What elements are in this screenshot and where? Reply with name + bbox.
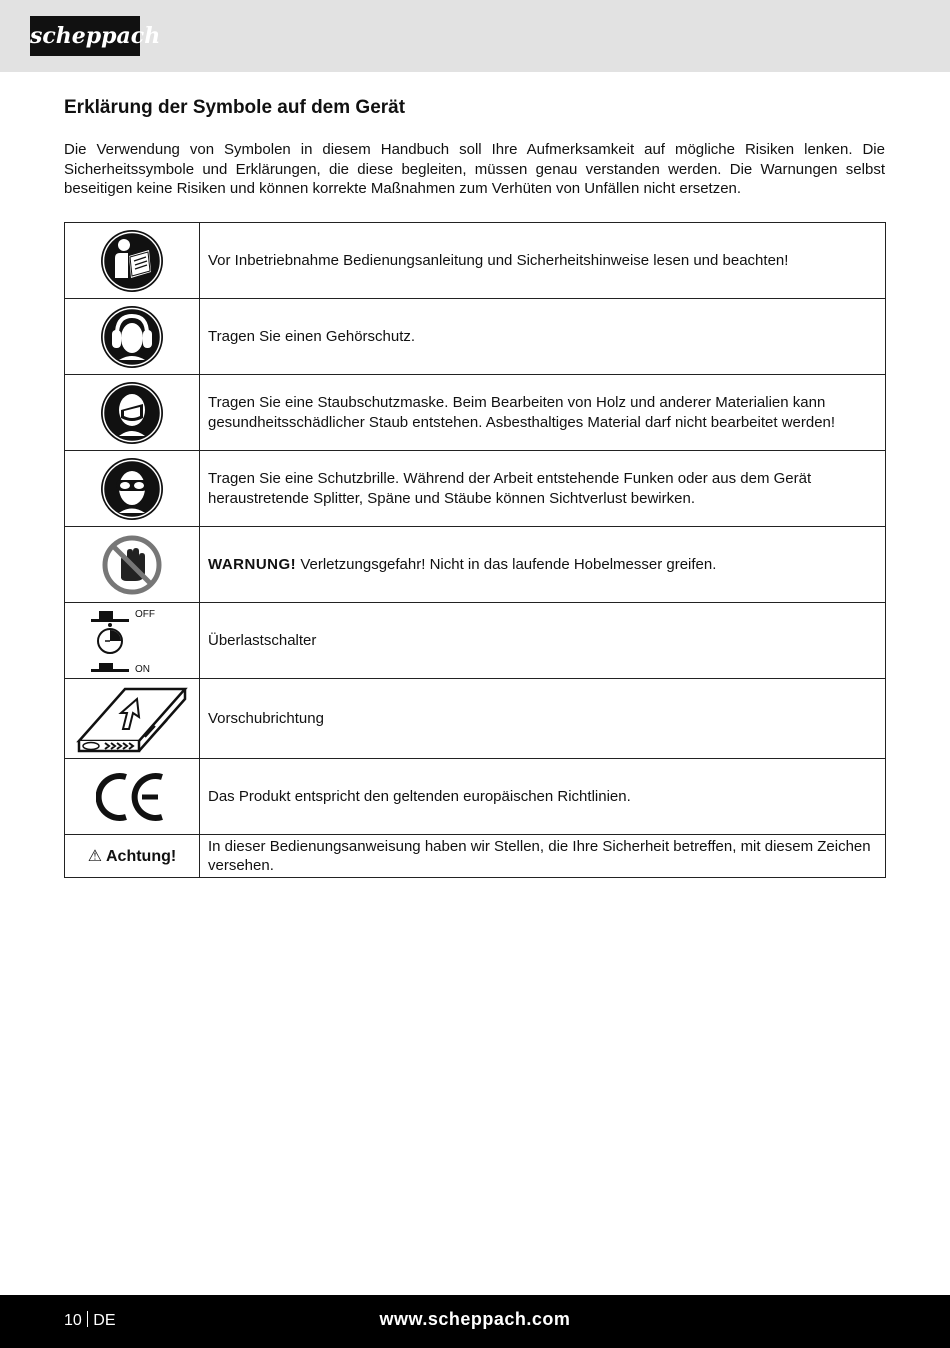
ce-mark-icon <box>96 771 168 823</box>
dust-mask-icon <box>99 380 165 446</box>
icon-cell <box>65 299 200 375</box>
on-label: ON <box>135 663 150 675</box>
icon-cell <box>65 375 200 451</box>
warning-triangle-icon: ⚠ Achtung! <box>87 848 177 865</box>
read-manual-icon <box>99 228 165 294</box>
no-hands-icon <box>101 534 163 596</box>
warning-label: WARNUNG! <box>208 555 297 573</box>
table-row <box>65 223 886 299</box>
description-cell: Tragen Sie eine Staubschutzmaske. Beim Bearbeiten von Holz und anderer Materialien kann gesundheitsschädlicher Staub entstehen. Asbesthaltiges Material darf nicht bearbeitet werden! <box>200 375 886 451</box>
table-row <box>65 299 886 375</box>
description-cell: Tragen Sie einen Gehörschutz. <box>200 299 886 375</box>
icon-cell <box>65 835 200 878</box>
description-cell: Das Produkt entspricht den geltenden europäischen Richtlinien. <box>200 759 886 835</box>
safety-goggles-icon <box>99 456 165 522</box>
icon-cell <box>65 603 200 679</box>
description-cell <box>200 527 886 603</box>
table-row <box>65 527 886 603</box>
table-row <box>65 759 886 835</box>
description-cell: Tragen Sie eine Schutzbrille. Während der Arbeit entstehende Funken oder aus dem Gerät heraustretende Splitter, Späne und Stäube können Sichtverlust bewirken. <box>200 451 886 527</box>
page-title: Erklärung der Symbole auf dem Gerät <box>64 97 406 118</box>
symbols-table <box>64 222 886 878</box>
description-cell: Vor Inbetriebnahme Bedienungsanleitung und Sicherheitshinweise lesen und beachten! <box>200 223 886 299</box>
table-row <box>65 679 886 759</box>
table-row <box>65 603 886 679</box>
scheppach-logo: scheppach <box>30 16 140 56</box>
feed-direction-icon <box>75 683 189 755</box>
warning-text: Verletzungsgefahr! Nicht in das laufende Hobelmesser greifen. <box>296 555 717 573</box>
footer-url[interactable]: www.scheppach.com <box>379 1309 571 1329</box>
footer-bar <box>0 1295 950 1348</box>
description-cell: Vorschubrichtung <box>200 679 886 759</box>
icon-cell <box>65 527 200 603</box>
intro-paragraph: Die Verwendung von Symbolen in diesem Handbuch soll Ihre Aufmerksamkeit auf mögliche Risiken lenken. Die Sicherheitssymbole und Erklärungen, die diese begleiten, müssen genau verstanden werden. Die Warnungen selbst beseitigen keine Risiken und können korrekte Maßnahmen zum Verhüten von Unfällen nicht ersetzen. <box>64 141 885 197</box>
icon-cell <box>65 451 200 527</box>
table-row <box>65 375 886 451</box>
header-bar <box>0 0 950 72</box>
page-number-value: 10 <box>64 1312 82 1329</box>
description-cell: In dieser Bedienungsanweisung haben wir Stellen, die Ihre Sicherheit betreffen, mit diesem Zeichen versehen. <box>200 835 886 878</box>
description-cell: Überlastschalter <box>200 603 886 679</box>
icon-cell <box>65 223 200 299</box>
table-row <box>65 835 886 878</box>
off-label: OFF <box>135 608 155 620</box>
language-code: DE <box>93 1312 116 1329</box>
ear-protection-icon <box>99 304 165 370</box>
overload-switch-icon <box>77 605 187 677</box>
table-row <box>65 451 886 527</box>
icon-cell <box>65 679 200 759</box>
icon-cell <box>65 759 200 835</box>
